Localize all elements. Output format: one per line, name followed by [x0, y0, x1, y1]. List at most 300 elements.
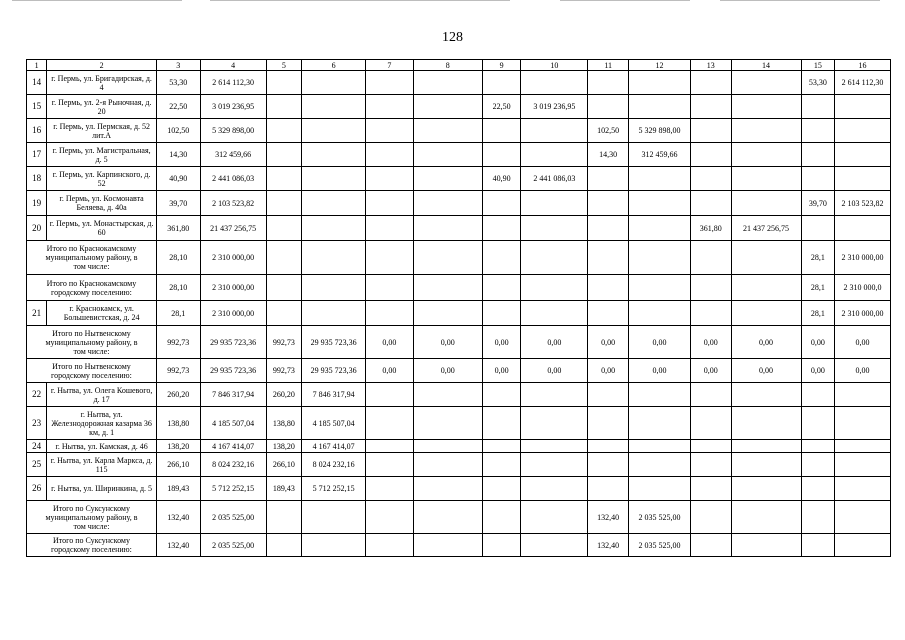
value-cell [521, 383, 588, 407]
value-cell [690, 71, 731, 95]
value-cell: 14,30 [156, 143, 200, 167]
value-cell: 0,00 [690, 326, 731, 359]
value-cell: 0,00 [588, 359, 629, 383]
value-cell [366, 275, 414, 301]
value-cell: 2 310 000,0 [835, 275, 891, 301]
column-number: 2 [47, 60, 157, 71]
value-cell [731, 191, 801, 216]
value-cell [588, 453, 629, 477]
value-cell [835, 216, 891, 241]
value-cell: 2 310 000,00 [200, 241, 266, 275]
value-cell: 2 103 523,82 [200, 191, 266, 216]
table-row [27, 440, 891, 453]
value-cell: 22,50 [482, 95, 521, 119]
value-cell [690, 143, 731, 167]
value-cell: 28,1 [801, 241, 835, 275]
value-cell [801, 501, 835, 534]
value-cell [628, 71, 690, 95]
value-cell [302, 143, 366, 167]
value-cell [588, 407, 629, 440]
row-number: 23 [27, 407, 47, 440]
value-cell: 29 935 723,36 [302, 326, 366, 359]
value-cell [731, 407, 801, 440]
value-cell [482, 534, 521, 557]
total-label: Итого по Краснокамскому городскому поселению: [27, 275, 157, 301]
value-cell [413, 143, 482, 167]
value-cell: 2 035 525,00 [200, 534, 266, 557]
address-cell: г. Пермь, ул. 2-я Рыночная, д. 20 [47, 95, 157, 119]
value-cell [835, 383, 891, 407]
column-number: 5 [266, 60, 302, 71]
total-label: Итого по Краснокамскому муниципальному району, в том числе: [27, 241, 157, 275]
value-cell: 0,00 [366, 326, 414, 359]
row-number: 25 [27, 453, 47, 477]
value-cell [690, 241, 731, 275]
total-label: Итого по Суксунскому муниципальному району, в том числе: [27, 501, 157, 534]
value-cell: 39,70 [156, 191, 200, 216]
value-cell [835, 440, 891, 453]
address-cell: г. Пермь, ул. Карпинского, д. 52 [47, 167, 157, 191]
value-cell [801, 534, 835, 557]
value-cell [482, 241, 521, 275]
table-row [27, 301, 891, 326]
value-cell: 53,30 [156, 71, 200, 95]
value-cell: 29 935 723,36 [200, 359, 266, 383]
value-cell: 138,80 [156, 407, 200, 440]
value-cell [302, 167, 366, 191]
row-number: 16 [27, 119, 47, 143]
address-cell: г. Пермь, ул. Монастырская, д. 60 [47, 216, 157, 241]
value-cell [628, 216, 690, 241]
value-cell [731, 275, 801, 301]
value-cell: 992,73 [156, 359, 200, 383]
value-cell [628, 191, 690, 216]
value-cell [521, 143, 588, 167]
value-cell [366, 191, 414, 216]
value-cell [690, 407, 731, 440]
value-cell [801, 216, 835, 241]
value-cell: 266,10 [266, 453, 302, 477]
value-cell [413, 383, 482, 407]
value-cell [266, 191, 302, 216]
value-cell [482, 191, 521, 216]
value-cell: 0,00 [482, 326, 521, 359]
value-cell [302, 301, 366, 326]
table-row [27, 383, 891, 407]
value-cell [628, 407, 690, 440]
value-cell [588, 167, 629, 191]
table-row [27, 167, 891, 191]
total-label: Итого по Нытвенскому муниципальному району, в том числе: [27, 326, 157, 359]
table-row [27, 275, 891, 301]
value-cell: 39,70 [801, 191, 835, 216]
value-cell [266, 216, 302, 241]
address-cell: г. Нытва, ул. Олега Кошевого, д. 17 [47, 383, 157, 407]
value-cell: 312 459,66 [628, 143, 690, 167]
housing-program-table [26, 59, 891, 557]
value-cell: 29 935 723,36 [200, 326, 266, 359]
value-cell: 8 024 232,16 [200, 453, 266, 477]
value-cell: 2 310 000,00 [200, 275, 266, 301]
value-cell [366, 383, 414, 407]
value-cell [835, 453, 891, 477]
value-cell [482, 216, 521, 241]
value-cell [266, 275, 302, 301]
value-cell [588, 440, 629, 453]
scan-edge-line [210, 0, 510, 1]
value-cell [302, 216, 366, 241]
value-cell: 0,00 [413, 359, 482, 383]
value-cell: 0,00 [835, 359, 891, 383]
row-number: 19 [27, 191, 47, 216]
column-number: 10 [521, 60, 588, 71]
column-number: 15 [801, 60, 835, 71]
value-cell [266, 143, 302, 167]
value-cell [835, 95, 891, 119]
value-cell [521, 241, 588, 275]
value-cell [690, 301, 731, 326]
value-cell [588, 477, 629, 501]
value-cell [835, 501, 891, 534]
value-cell [588, 191, 629, 216]
value-cell [266, 119, 302, 143]
value-cell: 2 310 000,00 [835, 301, 891, 326]
value-cell [628, 167, 690, 191]
value-cell [731, 453, 801, 477]
value-cell [521, 216, 588, 241]
value-cell [482, 71, 521, 95]
column-number: 11 [588, 60, 629, 71]
value-cell [690, 95, 731, 119]
value-cell: 5 329 898,00 [628, 119, 690, 143]
value-cell [521, 119, 588, 143]
value-cell [266, 167, 302, 191]
value-cell [588, 383, 629, 407]
value-cell: 132,40 [156, 534, 200, 557]
value-cell: 3 019 236,95 [521, 95, 588, 119]
value-cell: 28,10 [156, 275, 200, 301]
value-cell: 5 329 898,00 [200, 119, 266, 143]
value-cell [366, 301, 414, 326]
value-cell [366, 71, 414, 95]
address-cell: г. Пермь, ул. Космонавта Беляева, д. 40а [47, 191, 157, 216]
value-cell: 189,43 [266, 477, 302, 501]
value-cell: 2 103 523,82 [835, 191, 891, 216]
value-cell: 2 441 086,03 [521, 167, 588, 191]
value-cell: 0,00 [731, 359, 801, 383]
value-cell [366, 477, 414, 501]
value-cell: 138,80 [266, 407, 302, 440]
value-cell [366, 534, 414, 557]
value-cell [801, 119, 835, 143]
value-cell [366, 407, 414, 440]
value-cell [482, 143, 521, 167]
value-cell: 4 185 507,04 [302, 407, 366, 440]
value-cell [482, 407, 521, 440]
value-cell [266, 534, 302, 557]
value-cell [628, 383, 690, 407]
row-number: 26 [27, 477, 47, 501]
value-cell [413, 440, 482, 453]
value-cell [413, 453, 482, 477]
value-cell: 28,1 [801, 275, 835, 301]
value-cell: 40,90 [482, 167, 521, 191]
value-cell: 0,00 [801, 359, 835, 383]
value-cell: 0,00 [690, 359, 731, 383]
value-cell [588, 301, 629, 326]
value-cell [835, 143, 891, 167]
value-cell: 992,73 [266, 326, 302, 359]
table-row [27, 534, 891, 557]
column-number: 6 [302, 60, 366, 71]
value-cell [482, 440, 521, 453]
value-cell [690, 167, 731, 191]
value-cell [482, 383, 521, 407]
value-cell [521, 534, 588, 557]
address-cell: г. Нытва, ул. Карла Маркса, д. 115 [47, 453, 157, 477]
value-cell [302, 501, 366, 534]
value-cell [413, 167, 482, 191]
value-cell [801, 477, 835, 501]
value-cell [266, 301, 302, 326]
table-row [27, 359, 891, 383]
table-row [27, 453, 891, 477]
value-cell: 28,1 [156, 301, 200, 326]
value-cell: 0,00 [835, 326, 891, 359]
value-cell [628, 275, 690, 301]
table-row [27, 71, 891, 95]
value-cell [366, 501, 414, 534]
value-cell [482, 501, 521, 534]
address-cell: г. Пермь, ул. Пермская, д. 52 лит.А [47, 119, 157, 143]
value-cell: 0,00 [482, 359, 521, 383]
value-cell [690, 453, 731, 477]
table-row [27, 216, 891, 241]
value-cell: 21 437 256,75 [731, 216, 801, 241]
page-number: 128 [442, 30, 463, 45]
value-cell [482, 119, 521, 143]
value-cell [835, 167, 891, 191]
value-cell [366, 167, 414, 191]
value-cell: 0,00 [521, 359, 588, 383]
value-cell [731, 534, 801, 557]
value-cell [835, 119, 891, 143]
address-cell: г. Пермь, ул. Магистральная, д. 5 [47, 143, 157, 167]
value-cell [690, 119, 731, 143]
value-cell [801, 453, 835, 477]
value-cell [413, 119, 482, 143]
value-cell: 361,80 [690, 216, 731, 241]
value-cell [521, 191, 588, 216]
value-cell [302, 191, 366, 216]
value-cell [588, 241, 629, 275]
scan-edge-line [12, 0, 182, 1]
value-cell [482, 301, 521, 326]
value-cell [801, 383, 835, 407]
address-cell: г. Краснокамск, ул. Большевистская, д. 24 [47, 301, 157, 326]
row-number: 21 [27, 301, 47, 326]
table-row [27, 477, 891, 501]
value-cell [413, 71, 482, 95]
value-cell [413, 501, 482, 534]
value-cell [482, 477, 521, 501]
value-cell [731, 167, 801, 191]
value-cell [366, 241, 414, 275]
value-cell [588, 216, 629, 241]
value-cell [413, 95, 482, 119]
value-cell [521, 477, 588, 501]
value-cell [628, 95, 690, 119]
value-cell: 29 935 723,36 [302, 359, 366, 383]
value-cell [366, 440, 414, 453]
column-number: 14 [731, 60, 801, 71]
value-cell [588, 71, 629, 95]
value-cell: 28,10 [156, 241, 200, 275]
value-cell [731, 477, 801, 501]
value-cell [801, 440, 835, 453]
column-number: 12 [628, 60, 690, 71]
value-cell [801, 95, 835, 119]
table-row [27, 191, 891, 216]
row-number: 17 [27, 143, 47, 167]
scan-edge-line [720, 0, 880, 1]
value-cell [366, 95, 414, 119]
value-cell [413, 477, 482, 501]
value-cell: 0,00 [628, 359, 690, 383]
value-cell [731, 301, 801, 326]
value-cell [521, 440, 588, 453]
table-row [27, 501, 891, 534]
table-row [27, 119, 891, 143]
value-cell: 14,30 [588, 143, 629, 167]
value-cell [731, 143, 801, 167]
value-cell [366, 119, 414, 143]
value-cell [413, 191, 482, 216]
value-cell [521, 407, 588, 440]
value-cell: 266,10 [156, 453, 200, 477]
value-cell [413, 301, 482, 326]
value-cell [731, 71, 801, 95]
value-cell: 28,1 [801, 301, 835, 326]
value-cell [801, 407, 835, 440]
value-cell: 2 310 000,00 [200, 301, 266, 326]
address-cell: г. Пермь, ул. Бригадирская, д. 4 [47, 71, 157, 95]
value-cell [521, 501, 588, 534]
value-cell [521, 275, 588, 301]
value-cell [690, 440, 731, 453]
row-number: 24 [27, 440, 47, 453]
value-cell [302, 534, 366, 557]
value-cell [413, 407, 482, 440]
value-cell [731, 241, 801, 275]
total-label: Итого по Суксунскому городскому поселению: [27, 534, 157, 557]
row-number: 20 [27, 216, 47, 241]
value-cell [801, 167, 835, 191]
value-cell: 189,43 [156, 477, 200, 501]
value-cell [521, 301, 588, 326]
value-cell: 4 185 507,04 [200, 407, 266, 440]
row-number: 15 [27, 95, 47, 119]
value-cell: 992,73 [156, 326, 200, 359]
table-row [27, 407, 891, 440]
value-cell [731, 95, 801, 119]
row-number: 14 [27, 71, 47, 95]
value-cell: 40,90 [156, 167, 200, 191]
value-cell: 132,40 [156, 501, 200, 534]
row-number: 18 [27, 167, 47, 191]
value-cell [731, 119, 801, 143]
value-cell: 53,30 [801, 71, 835, 95]
column-number: 9 [482, 60, 521, 71]
value-cell [835, 477, 891, 501]
value-cell [366, 453, 414, 477]
value-cell [628, 440, 690, 453]
value-cell: 138,20 [156, 440, 200, 453]
value-cell: 22,50 [156, 95, 200, 119]
value-cell: 2 035 525,00 [628, 501, 690, 534]
value-cell: 3 019 236,95 [200, 95, 266, 119]
address-cell: г. Нытва, ул. Железнодорожная казарма 36 км, д. 1 [47, 407, 157, 440]
value-cell: 0,00 [413, 326, 482, 359]
value-cell [835, 407, 891, 440]
column-number: 8 [413, 60, 482, 71]
value-cell [413, 241, 482, 275]
value-cell [366, 216, 414, 241]
row-number: 22 [27, 383, 47, 407]
value-cell [266, 71, 302, 95]
value-cell: 138,20 [266, 440, 302, 453]
value-cell [482, 453, 521, 477]
value-cell [588, 95, 629, 119]
value-cell: 21 437 256,75 [200, 216, 266, 241]
value-cell: 132,40 [588, 501, 629, 534]
address-cell: г. Нытва, ул. Ширинкина, д. 5 [47, 477, 157, 501]
value-cell: 7 846 317,94 [200, 383, 266, 407]
value-cell [690, 477, 731, 501]
value-cell: 8 024 232,16 [302, 453, 366, 477]
value-cell [690, 501, 731, 534]
table-row [27, 95, 891, 119]
value-cell [266, 95, 302, 119]
value-cell: 102,50 [588, 119, 629, 143]
value-cell: 132,40 [588, 534, 629, 557]
value-cell [731, 440, 801, 453]
value-cell [628, 301, 690, 326]
column-number: 16 [835, 60, 891, 71]
value-cell [690, 534, 731, 557]
value-cell: 2 614 112,30 [835, 71, 891, 95]
value-cell [801, 143, 835, 167]
value-cell: 7 846 317,94 [302, 383, 366, 407]
scan-edge-line [560, 0, 690, 1]
value-cell: 5 712 252,15 [302, 477, 366, 501]
value-cell [628, 453, 690, 477]
value-cell [302, 241, 366, 275]
value-cell: 0,00 [521, 326, 588, 359]
column-number: 13 [690, 60, 731, 71]
value-cell [302, 95, 366, 119]
value-cell [628, 241, 690, 275]
value-cell: 5 712 252,15 [200, 477, 266, 501]
value-cell [731, 501, 801, 534]
value-cell [521, 71, 588, 95]
value-cell [482, 275, 521, 301]
table-row [27, 326, 891, 359]
table-row [27, 241, 891, 275]
total-label: Итого по Нытвенскому городскому поселению: [27, 359, 157, 383]
value-cell: 312 459,66 [200, 143, 266, 167]
value-cell: 260,20 [156, 383, 200, 407]
